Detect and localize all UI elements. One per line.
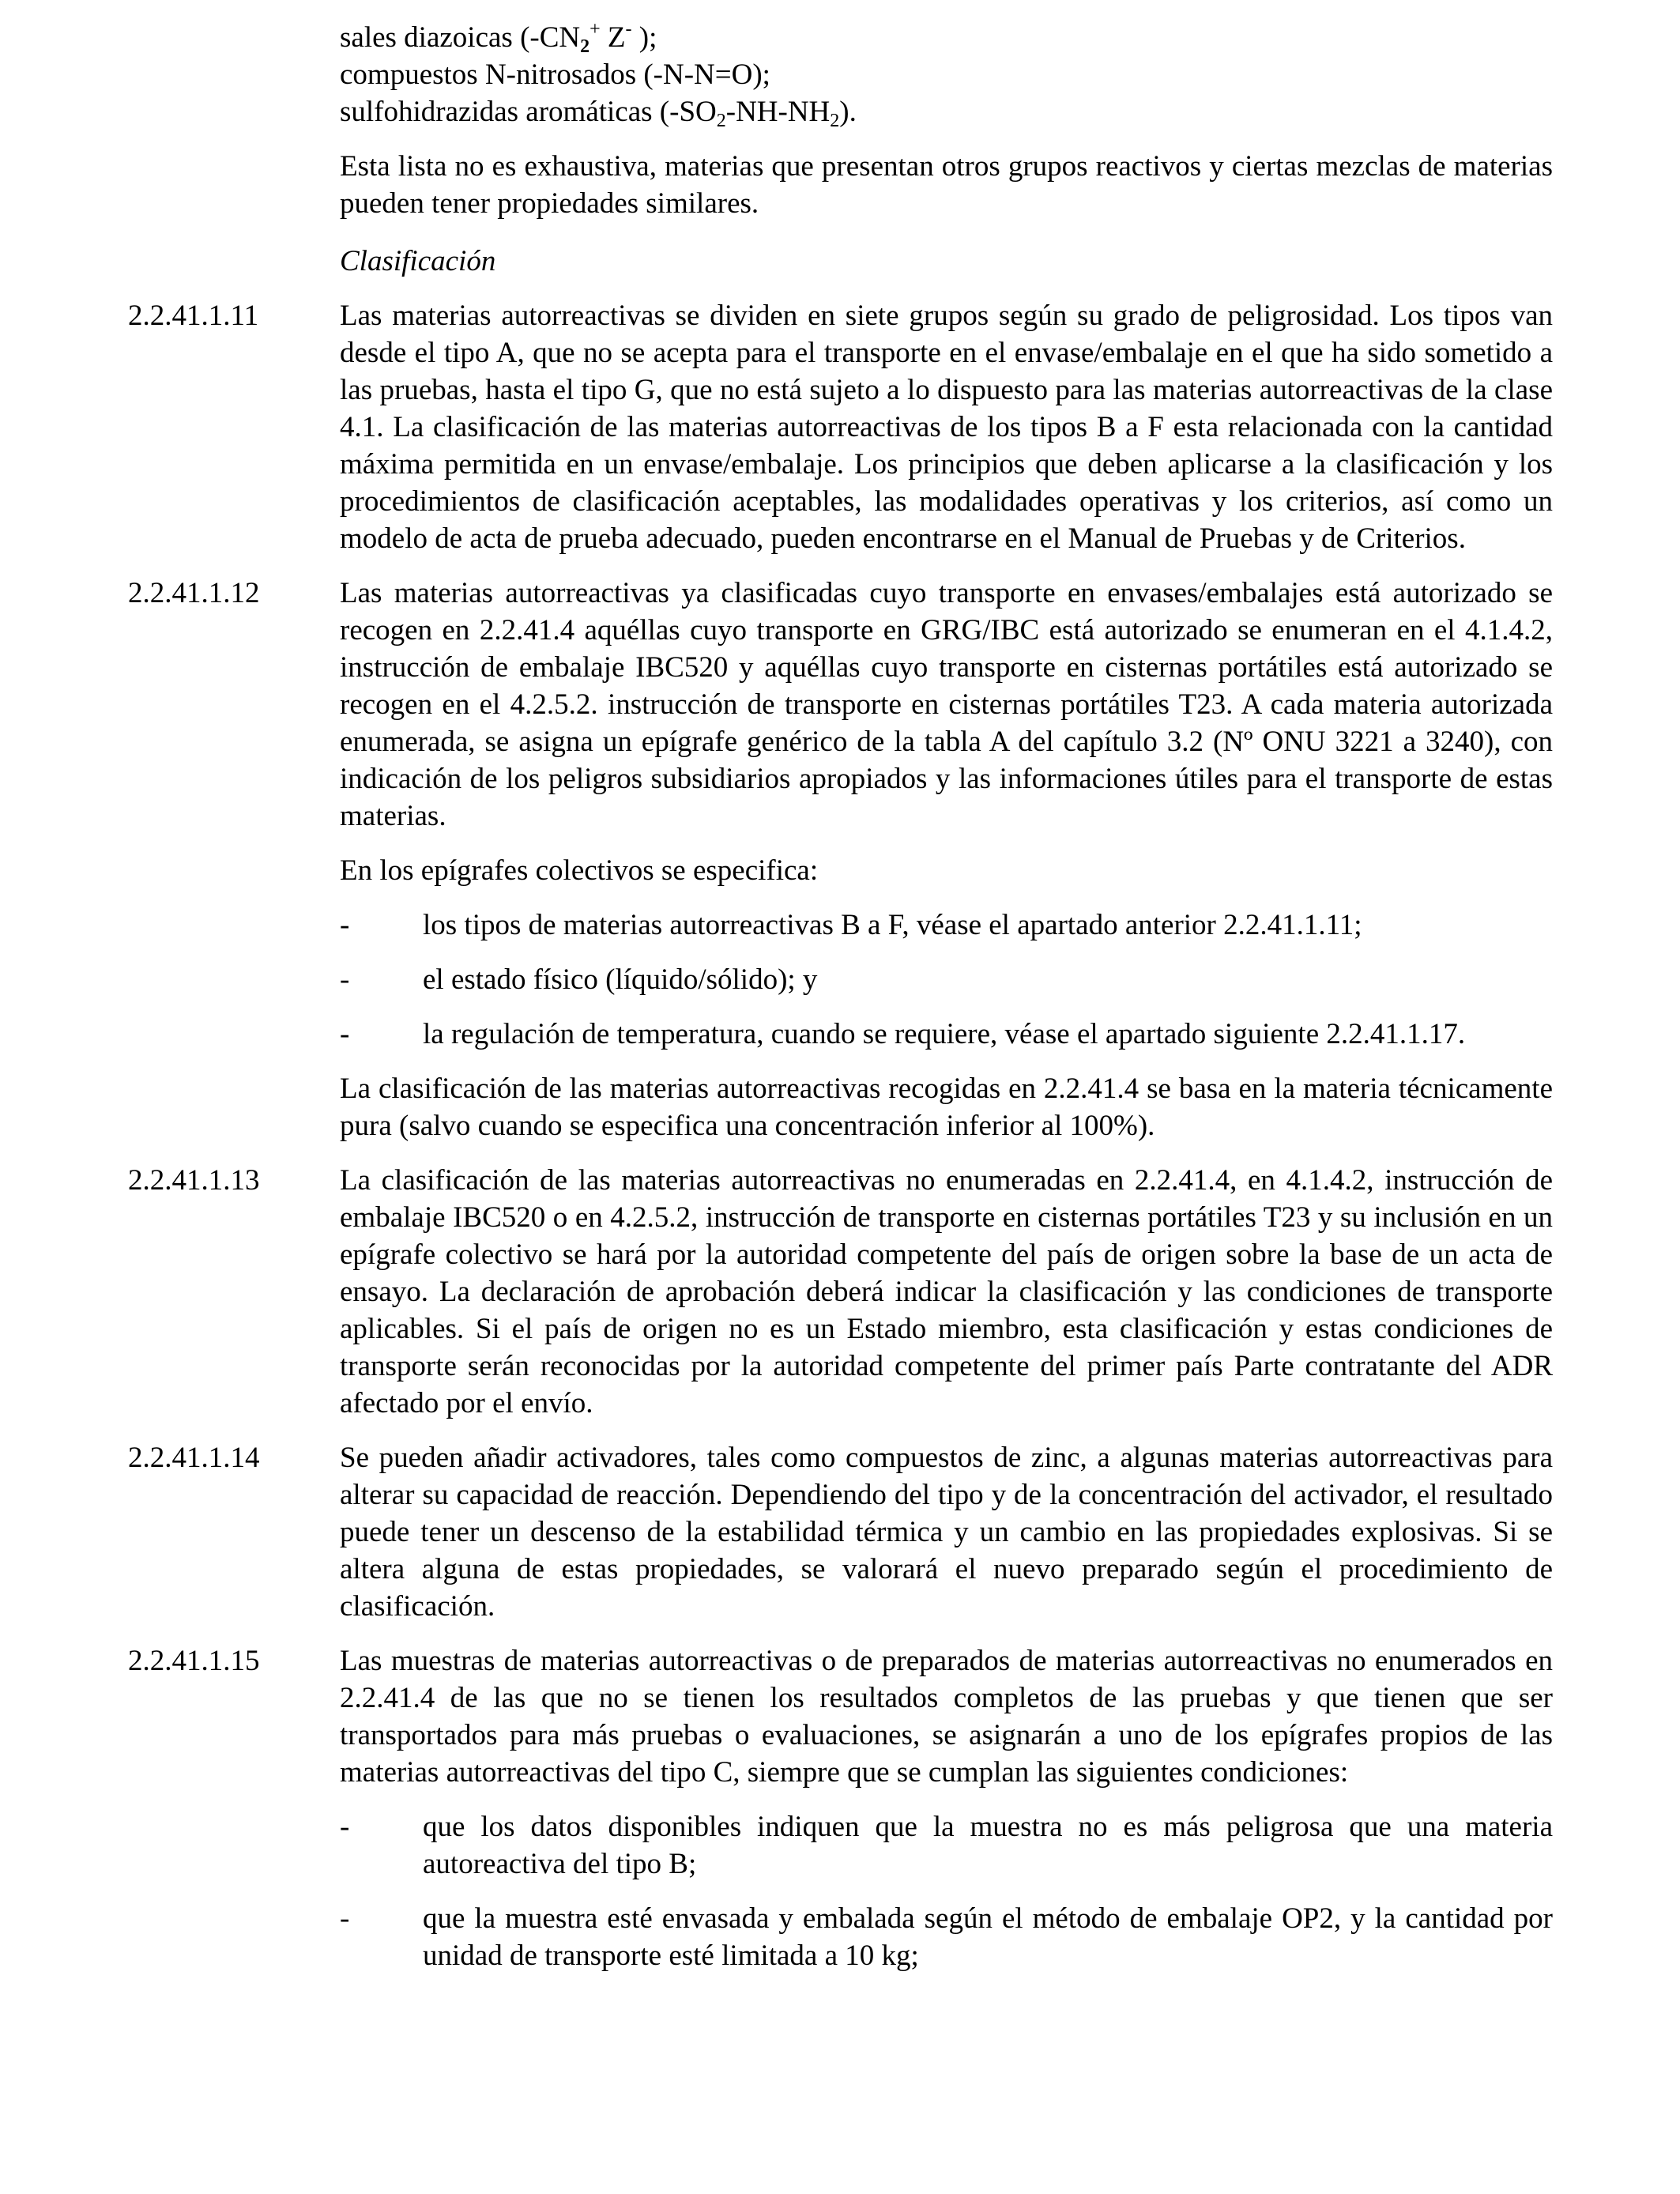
document-page xyxy=(0,19,1680,1974)
section-number: 2.2.41.1.15 xyxy=(128,1645,260,1677)
section-heading: Clasificación xyxy=(340,245,496,277)
section-number: 2.2.41.1.11 xyxy=(128,300,259,332)
formula-diazo: sales diazoicas ($-CN_2^+$ Z- ); xyxy=(340,19,657,57)
formula-list xyxy=(340,19,1553,130)
dash-bullet: - xyxy=(340,1018,350,1050)
list-item: - la regulación de temperatura, cuando se requiere, véase el apartado siguiente 2.2.41.1.17. xyxy=(423,1016,1553,1053)
dash-bullet: - xyxy=(340,1902,350,1935)
section-number: 2.2.41.1.14 xyxy=(128,1442,260,1474)
section-text: Las materias autorreactivas se dividen en siete grupos según su grado de peligrosidad. Los tipos van desde el tipo A, que no se acepta para el transporte en el envase/embalaje en el que ha sido sometido a las pruebas, hasta el tipo G, que no está sujeto a lo dispuesto para las materias autorreactivas de la clase 4.1. La clasificación de las materias autorreactivas de los tipos B a F esta relacionada con la cantidad máxima permitida en un envase/embalaje. Los principios que deben aplicarse a la clasificación y los procedimientos de clasificación aceptables, las modalidades operativas y los criterios, así como un modelo de acta de prueba adecuado, pueden encontrarse en el Manual de Pruebas y de Criterios. xyxy=(340,300,1553,555)
dash-bullet: - xyxy=(340,909,350,941)
formula-nitroso: compuestos N-nitrosados (-N-N=O); xyxy=(340,58,770,91)
list-item: - que los datos disponibles indiquen que la muestra no es más peligrosa que una materia autoreactiva del tipo B; xyxy=(423,1808,1553,1883)
formula-sulfohidrazida: sulfohidrazidas aromáticas $(-SO_2-NH-NH_2)$. xyxy=(340,96,857,131)
section-2-2-41-1-13 xyxy=(128,1162,1553,1422)
dash-bullet: - xyxy=(340,963,350,996)
section-2-2-41-1-14 xyxy=(128,1439,1553,1625)
section-text: Las muestras de materias autorreactivas o de preparados de materias autorreactivas no enumerados en 2.2.41.4 de las que no se tienen los resultados completos de las pruebas y que tienen que ser transportados para más pruebas o evaluaciones, se asignarán a uno de los epígrafes propios de las materias autorreactivas del tipo C, siempre que se cumplan las siguientes condiciones: xyxy=(340,1645,1553,1789)
list-item: - los tipos de materias autorreactivas B a F, véase el apartado anterior 2.2.41.1.11; xyxy=(423,907,1553,944)
section-2-2-41-1-12 xyxy=(128,575,1553,835)
section-number: 2.2.41.1.12 xyxy=(128,577,260,609)
classification-basis-paragraph: La clasificación de las materias autorreactivas recogidas en 2.2.41.4 se basa en la materia técnicamente pura (salvo cuando se especifica una concentración inferior al 100%). xyxy=(340,1072,1553,1142)
section-text: Las materias autorreactivas ya clasificadas cuyo transporte en envases/embalajes está autorizado se recogen en 2.2.41.4 aquéllas cuyo transporte en GRG/IBC está autorizado se enumeran en el 4.1.4.2, instrucción de embalaje IBC520 y aquéllas cuyo transporte en cisternas portátiles está autorizado se recogen en el 4.2.5.2. instrucción de transporte en cisternas portátiles T23. A cada materia autorizada enumerada, se asigna un epígrafe genérico de la tabla A del capítulo 3.2 (Nº ONU 3221 a 3240), con indicación de los peligros subsidiarios apropiados y las informaciones útiles para el transporte de estas materias. xyxy=(340,577,1553,832)
dash-bullet: - xyxy=(340,1811,350,1843)
section-text: Se pueden añadir activadores, tales como compuestos de zinc, a algunas materias autorreactivas para alterar su capacidad de reacción. Dependiendo del tipo y de la concentración del activador, el resultado puede tener un descenso de la estabilidad térmica y un cambio en las propiedades explosivas. Si se altera alguna de estas propiedades, se valorará el nuevo preparado según el procedimiento de clasificación. xyxy=(340,1442,1553,1623)
section-number: 2.2.41.1.13 xyxy=(128,1164,260,1197)
collective-entries-lead: En los epígrafes colectivos se especifica: xyxy=(340,854,819,887)
intro-paragraph: Esta lista no es exhaustiva, materias que presentan otros grupos reactivos y ciertas mezclas de materias pueden tener propiedades similares. xyxy=(340,150,1553,220)
section-text: La clasificación de las materias autorreactivas no enumeradas en 2.2.41.4, en 4.1.4.2, instrucción de embalaje IBC520 o en 4.2.5.2, instrucción de transporte en cisternas portátiles T23 y su inclusión en un epígrafe colectivo se hará por la autoridad competente del país de origen sobre la base de un acta de ensayo. La declaración de aprobación deberá indicar la clasificación y las condiciones de transporte aplicables. Si el país de origen no es un Estado miembro, esta clasificación y estas condiciones de transporte serán reconocidas por la autoridad competente del primer país Parte contratante del ADR afectado por el envío. xyxy=(340,1164,1553,1419)
list-item: - que la muestra esté envasada y embalada según el método de embalaje OP2, y la cantidad por unidad de transporte esté limitada a 10 kg; xyxy=(423,1900,1553,1974)
list-item: - el estado físico (líquido/sólido); y xyxy=(423,961,1553,998)
section-2-2-41-1-11 xyxy=(128,297,1553,557)
section-2-2-41-1-15 xyxy=(128,1642,1553,1791)
